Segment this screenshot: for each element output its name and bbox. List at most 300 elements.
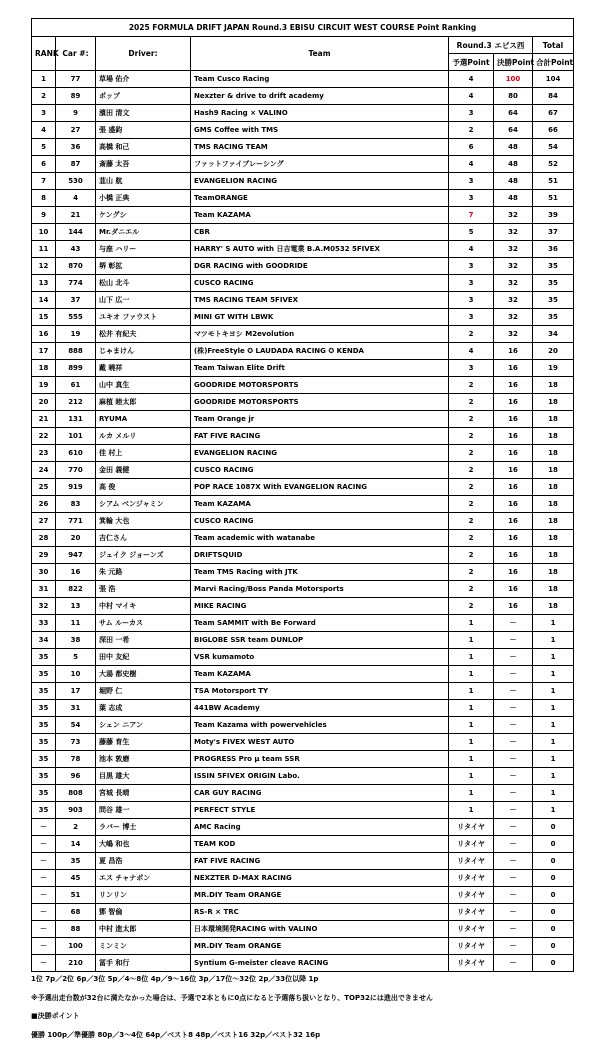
team-cell: Moty's FIVEX WEST AUTO bbox=[191, 734, 449, 751]
rank-cell: 34 bbox=[32, 632, 56, 649]
total-point-cell: 1 bbox=[533, 666, 574, 683]
final-point-cell: 100 bbox=[494, 71, 533, 88]
final-point-cell: 64 bbox=[494, 122, 533, 139]
driver-cell: 濱田 清文 bbox=[96, 105, 191, 122]
car-number-cell: 38 bbox=[56, 632, 96, 649]
total-point-cell: 0 bbox=[533, 819, 574, 836]
car-number-cell: 144 bbox=[56, 224, 96, 241]
total-point-cell: 18 bbox=[533, 428, 574, 445]
car-number-cell: 530 bbox=[56, 173, 96, 190]
driver-cell: 朱 元路 bbox=[96, 564, 191, 581]
rank-cell: 22 bbox=[32, 428, 56, 445]
total-point-cell: 18 bbox=[533, 598, 574, 615]
qualifying-point-cell: 3 bbox=[449, 292, 494, 309]
final-point-cell: 16 bbox=[494, 564, 533, 581]
rank-cell: 35 bbox=[32, 802, 56, 819]
qualifying-point-cell: 2 bbox=[449, 496, 494, 513]
qualifying-point-cell: 1 bbox=[449, 802, 494, 819]
table-row bbox=[32, 581, 574, 598]
table-row bbox=[32, 683, 574, 700]
team-cell: AMC Racing bbox=[191, 819, 449, 836]
total-point-cell: 0 bbox=[533, 887, 574, 904]
rank-cell: 29 bbox=[32, 547, 56, 564]
driver-cell: 戴 曉祥 bbox=[96, 360, 191, 377]
qualifying-point-cell: 1 bbox=[449, 666, 494, 683]
header-car-number: Car #: bbox=[56, 37, 96, 71]
table-row bbox=[32, 105, 574, 122]
qualifying-point-cell: 2 bbox=[449, 326, 494, 343]
table-row bbox=[32, 615, 574, 632]
rank-cell: 35 bbox=[32, 666, 56, 683]
total-point-cell: 37 bbox=[533, 224, 574, 241]
final-point-cell: － bbox=[494, 938, 533, 955]
header-round: Round.3 エビス西 bbox=[449, 37, 533, 54]
driver-cell: 中村 マイキ bbox=[96, 598, 191, 615]
qualifying-point-cell: リタイヤ bbox=[449, 904, 494, 921]
table-title: 2025 FORMULA DRIFT JAPAN Round.3 EBISU CIRCUIT WEST COURSE Point Ranking bbox=[32, 19, 574, 37]
total-point-cell: 18 bbox=[533, 530, 574, 547]
table-row bbox=[32, 71, 574, 88]
total-point-cell: 0 bbox=[533, 853, 574, 870]
driver-cell: 与座 ハリー bbox=[96, 241, 191, 258]
qualifying-point-cell: 5 bbox=[449, 224, 494, 241]
driver-cell: 鄧 智倫 bbox=[96, 904, 191, 921]
final-point-cell: － bbox=[494, 785, 533, 802]
driver-cell: ラバー 博士 bbox=[96, 819, 191, 836]
total-point-cell: 19 bbox=[533, 360, 574, 377]
final-point-cell: 16 bbox=[494, 360, 533, 377]
total-point-cell: 0 bbox=[533, 836, 574, 853]
rank-cell: 19 bbox=[32, 377, 56, 394]
final-point-cell: 48 bbox=[494, 190, 533, 207]
final-point-cell: 48 bbox=[494, 139, 533, 156]
rank-cell: 13 bbox=[32, 275, 56, 292]
rank-cell: 28 bbox=[32, 530, 56, 547]
table-row bbox=[32, 666, 574, 683]
total-point-cell: 1 bbox=[533, 717, 574, 734]
car-number-cell: 210 bbox=[56, 955, 96, 972]
total-point-cell: 35 bbox=[533, 309, 574, 326]
qualifying-point-cell: 3 bbox=[449, 105, 494, 122]
qualifying-point-cell: 1 bbox=[449, 615, 494, 632]
driver-cell: 小橋 正典 bbox=[96, 190, 191, 207]
table-row bbox=[32, 853, 574, 870]
rank-cell: － bbox=[32, 870, 56, 887]
rank-cell: 21 bbox=[32, 411, 56, 428]
rank-cell: 35 bbox=[32, 785, 56, 802]
team-cell: BIGLOBE SSR team DUNLOP bbox=[191, 632, 449, 649]
rank-cell: 26 bbox=[32, 496, 56, 513]
final-point-cell: 32 bbox=[494, 326, 533, 343]
qualifying-point-cell: 1 bbox=[449, 785, 494, 802]
qualifying-point-cell: 2 bbox=[449, 122, 494, 139]
qualifying-point-cell: 2 bbox=[449, 462, 494, 479]
team-cell: Team KAZAMA bbox=[191, 496, 449, 513]
car-number-cell: 771 bbox=[56, 513, 96, 530]
team-cell: GOODRIDE MOTORSPORTS bbox=[191, 394, 449, 411]
team-cell: HARRY' S AUTO with 日吉電業 B.A.M0532 5FIVEX bbox=[191, 241, 449, 258]
rank-cell: 31 bbox=[32, 581, 56, 598]
rank-cell: 12 bbox=[32, 258, 56, 275]
total-point-cell: 18 bbox=[533, 462, 574, 479]
qualifying-point-cell: 3 bbox=[449, 275, 494, 292]
qualifying-point-cell: リタイヤ bbox=[449, 853, 494, 870]
driver-cell: 夏 昌浩 bbox=[96, 853, 191, 870]
total-point-cell: 20 bbox=[533, 343, 574, 360]
team-cell: マツモトキヨシ M2evolution bbox=[191, 326, 449, 343]
rank-cell: － bbox=[32, 853, 56, 870]
final-point-cell: － bbox=[494, 853, 533, 870]
driver-cell: ルカ メルリ bbox=[96, 428, 191, 445]
rank-cell: － bbox=[32, 887, 56, 904]
qualifying-point-cell: 3 bbox=[449, 173, 494, 190]
table-row bbox=[32, 870, 574, 887]
table-row bbox=[32, 292, 574, 309]
table-row bbox=[32, 309, 574, 326]
qualifying-point-cell: 4 bbox=[449, 88, 494, 105]
rank-cell: － bbox=[32, 955, 56, 972]
table-row bbox=[32, 496, 574, 513]
rank-cell: 23 bbox=[32, 445, 56, 462]
table-row bbox=[32, 700, 574, 717]
driver-cell: エス チャナポン bbox=[96, 870, 191, 887]
total-point-cell: 67 bbox=[533, 105, 574, 122]
qualifying-point-cell: 1 bbox=[449, 717, 494, 734]
rank-cell: 35 bbox=[32, 751, 56, 768]
team-cell: Hash9 Racing × VALINO bbox=[191, 105, 449, 122]
qualifying-point-cell: 2 bbox=[449, 377, 494, 394]
car-number-cell: 212 bbox=[56, 394, 96, 411]
driver-cell: ケングシ bbox=[96, 207, 191, 224]
driver-cell: ユキオ ファウスト bbox=[96, 309, 191, 326]
driver-cell: 山下 広一 bbox=[96, 292, 191, 309]
car-number-cell: 947 bbox=[56, 547, 96, 564]
driver-cell: 目黒 雄大 bbox=[96, 768, 191, 785]
car-number-cell: 77 bbox=[56, 71, 96, 88]
driver-cell: 堺 彰拡 bbox=[96, 258, 191, 275]
driver-cell: 吉仁さん bbox=[96, 530, 191, 547]
driver-cell: 箕輪 大也 bbox=[96, 513, 191, 530]
team-cell: PERFECT STYLE bbox=[191, 802, 449, 819]
final-point-cell: 16 bbox=[494, 428, 533, 445]
team-cell: Syntium G-meister cleave RACING bbox=[191, 955, 449, 972]
team-cell: EVANGELION RACING bbox=[191, 445, 449, 462]
driver-cell: ジェイク ジョーンズ bbox=[96, 547, 191, 564]
team-cell: RS-R × TRC bbox=[191, 904, 449, 921]
driver-cell: サム ルーカス bbox=[96, 615, 191, 632]
team-cell: TMS RACING TEAM 5FIVEX bbox=[191, 292, 449, 309]
car-number-cell: 54 bbox=[56, 717, 96, 734]
notes bbox=[31, 970, 576, 1044]
team-cell: CUSCO RACING bbox=[191, 513, 449, 530]
total-point-cell: 18 bbox=[533, 513, 574, 530]
final-point-cell: 32 bbox=[494, 207, 533, 224]
ranking-rows bbox=[32, 71, 574, 972]
team-cell: Team Orange jr bbox=[191, 411, 449, 428]
table-row bbox=[32, 734, 574, 751]
car-number-cell: 100 bbox=[56, 938, 96, 955]
total-point-cell: 1 bbox=[533, 649, 574, 666]
car-number-cell: 83 bbox=[56, 496, 96, 513]
table-row bbox=[32, 547, 574, 564]
final-point-cell: － bbox=[494, 700, 533, 717]
header-team: Team bbox=[191, 37, 449, 71]
total-point-cell: 66 bbox=[533, 122, 574, 139]
car-number-cell: 11 bbox=[56, 615, 96, 632]
total-point-cell: 18 bbox=[533, 377, 574, 394]
total-point-cell: 18 bbox=[533, 411, 574, 428]
rank-cell: 25 bbox=[32, 479, 56, 496]
qualifying-point-cell: 2 bbox=[449, 411, 494, 428]
final-point-cell: － bbox=[494, 734, 533, 751]
qualifying-point-cell: 1 bbox=[449, 683, 494, 700]
car-number-cell: 10 bbox=[56, 666, 96, 683]
qualifying-point-cell: 2 bbox=[449, 445, 494, 462]
team-cell: MR.DIY Team ORANGE bbox=[191, 887, 449, 904]
total-point-cell: 51 bbox=[533, 173, 574, 190]
table-row bbox=[32, 445, 574, 462]
rank-cell: － bbox=[32, 836, 56, 853]
header-final-point: 決勝Point bbox=[494, 54, 533, 71]
note-qualifying-points: 1位 7p／2位 6p／3位 5p／4～8位 4p／9～16位 3p／17位～32位 2p／33位以降 1p bbox=[31, 975, 319, 983]
car-number-cell: 88 bbox=[56, 921, 96, 938]
total-point-cell: 35 bbox=[533, 275, 574, 292]
team-cell: TEAM KOD bbox=[191, 836, 449, 853]
team-cell: Team TMS Racing with JTK bbox=[191, 564, 449, 581]
car-number-cell: 822 bbox=[56, 581, 96, 598]
final-point-cell: 32 bbox=[494, 224, 533, 241]
driver-cell: 韮山 航 bbox=[96, 173, 191, 190]
car-number-cell: 96 bbox=[56, 768, 96, 785]
driver-cell: 葉 志成 bbox=[96, 700, 191, 717]
driver-cell: 張 浩 bbox=[96, 581, 191, 598]
table-row bbox=[32, 785, 574, 802]
rank-cell: 16 bbox=[32, 326, 56, 343]
rank-cell: 10 bbox=[32, 224, 56, 241]
rank-cell: 15 bbox=[32, 309, 56, 326]
team-cell: ファットファイブレーシング bbox=[191, 156, 449, 173]
table-row bbox=[32, 564, 574, 581]
table-row bbox=[32, 938, 574, 955]
team-cell: Team academic with watanabe bbox=[191, 530, 449, 547]
team-cell: Nexzter & drive to drift academy bbox=[191, 88, 449, 105]
car-number-cell: 36 bbox=[56, 139, 96, 156]
team-cell: PROGRESS Pro μ team SSR bbox=[191, 751, 449, 768]
qualifying-point-cell: 4 bbox=[449, 71, 494, 88]
header-total: Total bbox=[533, 37, 574, 54]
car-number-cell: 4 bbox=[56, 190, 96, 207]
car-number-cell: 19 bbox=[56, 326, 96, 343]
driver-cell: 冨手 和行 bbox=[96, 955, 191, 972]
car-number-cell: 2 bbox=[56, 819, 96, 836]
car-number-cell: 101 bbox=[56, 428, 96, 445]
driver-cell: 山中 真生 bbox=[96, 377, 191, 394]
final-point-cell: － bbox=[494, 819, 533, 836]
rank-cell: 14 bbox=[32, 292, 56, 309]
total-point-cell: 1 bbox=[533, 768, 574, 785]
team-cell: TMS RACING TEAM bbox=[191, 139, 449, 156]
final-point-cell: 16 bbox=[494, 547, 533, 564]
qualifying-point-cell: 4 bbox=[449, 156, 494, 173]
total-point-cell: 0 bbox=[533, 921, 574, 938]
driver-cell: 斎藤 太吾 bbox=[96, 156, 191, 173]
car-number-cell: 61 bbox=[56, 377, 96, 394]
final-point-cell: 16 bbox=[494, 513, 533, 530]
car-number-cell: 20 bbox=[56, 530, 96, 547]
final-point-cell: 16 bbox=[494, 377, 533, 394]
qualifying-point-cell: 2 bbox=[449, 530, 494, 547]
header-qualifying-point: 予選Point bbox=[449, 54, 494, 71]
team-cell: Team Cusco Racing bbox=[191, 71, 449, 88]
final-point-cell: 16 bbox=[494, 445, 533, 462]
qualifying-point-cell: 2 bbox=[449, 598, 494, 615]
team-cell: TSA Motorsport TY bbox=[191, 683, 449, 700]
rank-cell: － bbox=[32, 819, 56, 836]
table-row bbox=[32, 530, 574, 547]
table-row bbox=[32, 190, 574, 207]
table-row bbox=[32, 462, 574, 479]
car-number-cell: 770 bbox=[56, 462, 96, 479]
total-point-cell: 1 bbox=[533, 615, 574, 632]
team-cell: VSR kumamoto bbox=[191, 649, 449, 666]
driver-cell: 佳 村上 bbox=[96, 445, 191, 462]
total-point-cell: 0 bbox=[533, 870, 574, 887]
qualifying-point-cell: 6 bbox=[449, 139, 494, 156]
rank-cell: 35 bbox=[32, 768, 56, 785]
driver-cell: Mr.ダニエル bbox=[96, 224, 191, 241]
note-qualifying-rule: ※予選出走台数が32台に満たなかった場合は、予選で2本ともに0点になると予選落ち扱いとなり、TOP32には進出できません bbox=[31, 993, 433, 1002]
driver-cell: 松井 有紀夫 bbox=[96, 326, 191, 343]
header-sum-point: 合計Point bbox=[533, 54, 574, 71]
car-number-cell: 21 bbox=[56, 207, 96, 224]
header-driver: Driver: bbox=[96, 37, 191, 71]
final-point-cell: － bbox=[494, 887, 533, 904]
rank-cell: 3 bbox=[32, 105, 56, 122]
rank-cell: － bbox=[32, 921, 56, 938]
driver-cell: 藤藤 育生 bbox=[96, 734, 191, 751]
driver-cell: 草場 佑介 bbox=[96, 71, 191, 88]
rank-cell: 30 bbox=[32, 564, 56, 581]
total-point-cell: 18 bbox=[533, 394, 574, 411]
car-number-cell: 43 bbox=[56, 241, 96, 258]
driver-cell: 松山 北斗 bbox=[96, 275, 191, 292]
total-point-cell: 1 bbox=[533, 785, 574, 802]
car-number-cell: 37 bbox=[56, 292, 96, 309]
rank-cell: 6 bbox=[32, 156, 56, 173]
final-point-cell: 16 bbox=[494, 462, 533, 479]
qualifying-point-cell: 1 bbox=[449, 768, 494, 785]
total-point-cell: 39 bbox=[533, 207, 574, 224]
driver-cell: じゃまけん bbox=[96, 343, 191, 360]
team-cell: GMS Coffee with TMS bbox=[191, 122, 449, 139]
qualifying-point-cell: 2 bbox=[449, 428, 494, 445]
total-point-cell: 36 bbox=[533, 241, 574, 258]
final-point-cell: 32 bbox=[494, 258, 533, 275]
final-point-cell: 80 bbox=[494, 88, 533, 105]
rank-cell: 7 bbox=[32, 173, 56, 190]
team-cell: MR.DIY Team ORANGE bbox=[191, 938, 449, 955]
rank-cell: － bbox=[32, 938, 56, 955]
total-point-cell: 18 bbox=[533, 479, 574, 496]
table-row bbox=[32, 377, 574, 394]
total-point-cell: 0 bbox=[533, 904, 574, 921]
team-cell: Team KAZAMA bbox=[191, 666, 449, 683]
team-cell: 日本環境開発RACING with VALINO bbox=[191, 921, 449, 938]
team-cell: Marvi Racing/Boss Panda Motorsports bbox=[191, 581, 449, 598]
car-number-cell: 89 bbox=[56, 88, 96, 105]
final-point-cell: － bbox=[494, 632, 533, 649]
note-final-points: 優勝 100p／準優勝 80p／3～4位 64p／ベスト8 48p／ベスト16 32p／ベスト32 16p bbox=[31, 1030, 321, 1039]
rank-cell: 17 bbox=[32, 343, 56, 360]
total-point-cell: 1 bbox=[533, 683, 574, 700]
final-point-cell: 16 bbox=[494, 394, 533, 411]
team-cell: DGR RACING with GOODRIDE bbox=[191, 258, 449, 275]
total-point-cell: 18 bbox=[533, 496, 574, 513]
total-point-cell: 18 bbox=[533, 445, 574, 462]
car-number-cell: 13 bbox=[56, 598, 96, 615]
qualifying-point-cell: 4 bbox=[449, 343, 494, 360]
final-point-cell: 32 bbox=[494, 275, 533, 292]
qualifying-point-cell: 2 bbox=[449, 547, 494, 564]
car-number-cell: 27 bbox=[56, 122, 96, 139]
driver-cell: 堀野 仁 bbox=[96, 683, 191, 700]
final-point-cell: 32 bbox=[494, 241, 533, 258]
qualifying-point-cell: リタイヤ bbox=[449, 938, 494, 955]
total-point-cell: 1 bbox=[533, 734, 574, 751]
driver-cell: ポップ bbox=[96, 88, 191, 105]
qualifying-point-cell: 2 bbox=[449, 513, 494, 530]
total-point-cell: 52 bbox=[533, 156, 574, 173]
team-cell: Team Taiwan Elite Drift bbox=[191, 360, 449, 377]
car-number-cell: 919 bbox=[56, 479, 96, 496]
final-point-cell: － bbox=[494, 666, 533, 683]
table-row bbox=[32, 428, 574, 445]
car-number-cell: 45 bbox=[56, 870, 96, 887]
team-cell: Team Kazama with powervehicles bbox=[191, 717, 449, 734]
driver-cell: 宮城 長晴 bbox=[96, 785, 191, 802]
rank-cell: 8 bbox=[32, 190, 56, 207]
final-point-cell: － bbox=[494, 802, 533, 819]
table-row bbox=[32, 768, 574, 785]
qualifying-point-cell: リタイヤ bbox=[449, 819, 494, 836]
total-point-cell: 84 bbox=[533, 88, 574, 105]
qualifying-point-cell: 4 bbox=[449, 241, 494, 258]
qualifying-point-cell: 3 bbox=[449, 360, 494, 377]
qualifying-point-cell: リタイヤ bbox=[449, 955, 494, 972]
final-point-cell: － bbox=[494, 751, 533, 768]
rank-cell: 11 bbox=[32, 241, 56, 258]
driver-cell: シアム ベンジャミン bbox=[96, 496, 191, 513]
table-row bbox=[32, 88, 574, 105]
table-row bbox=[32, 819, 574, 836]
qualifying-point-cell: 3 bbox=[449, 258, 494, 275]
table-row bbox=[32, 275, 574, 292]
total-point-cell: 54 bbox=[533, 139, 574, 156]
team-cell: CUSCO RACING bbox=[191, 275, 449, 292]
qualifying-point-cell: 1 bbox=[449, 734, 494, 751]
total-point-cell: 35 bbox=[533, 292, 574, 309]
table-row bbox=[32, 343, 574, 360]
final-point-cell: － bbox=[494, 717, 533, 734]
team-cell: DRIFTSQUID bbox=[191, 547, 449, 564]
car-number-cell: 87 bbox=[56, 156, 96, 173]
table-row bbox=[32, 394, 574, 411]
qualifying-point-cell: 7 bbox=[449, 207, 494, 224]
car-number-cell: 903 bbox=[56, 802, 96, 819]
total-point-cell: 1 bbox=[533, 700, 574, 717]
final-point-cell: － bbox=[494, 649, 533, 666]
car-number-cell: 808 bbox=[56, 785, 96, 802]
